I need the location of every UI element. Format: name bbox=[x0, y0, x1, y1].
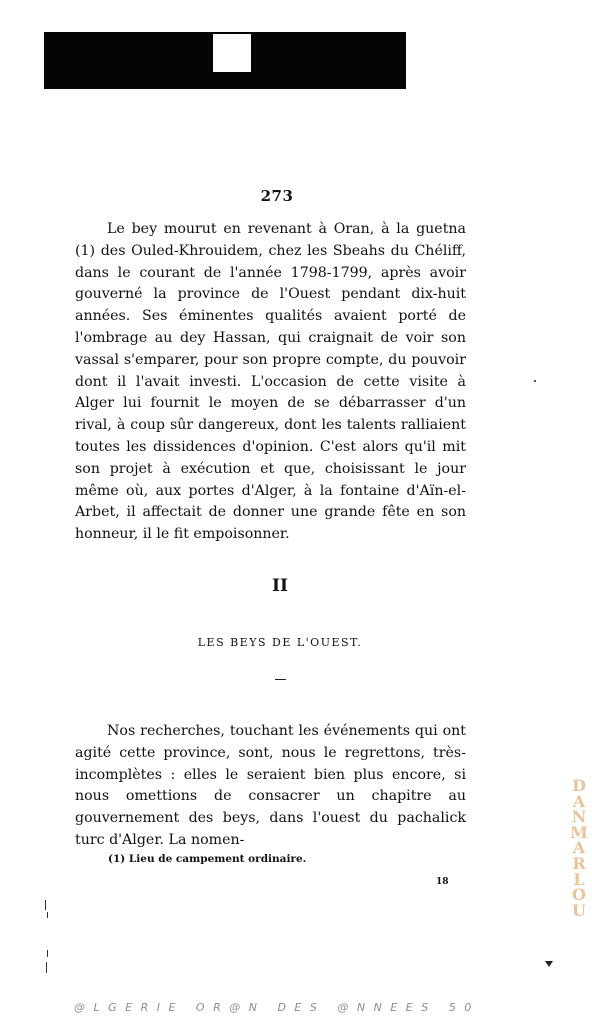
watermark-letter: U bbox=[572, 900, 586, 920]
footnote: (1) Lieu de campement ordinaire. bbox=[108, 853, 307, 865]
page-number: 273 bbox=[260, 187, 294, 205]
section-title: LES BEYS DE L'OUEST. bbox=[197, 636, 363, 649]
footer-watermark: @LGERIE OR@N DES @NNEES 50 bbox=[74, 1001, 480, 1014]
watermark-letter: L bbox=[573, 869, 585, 889]
paragraph-text: Le bey mourut en revenant à Oran, à la guetna (1) des Ouled-Khrouidem, chez les Sbeahs du Chéliff, dans le courant de l'année 1798-1799, après avoir gouverné la province de l'Ouest pendant dix-huit années. Ses éminentes qualités avaient porté de l'ombrage au dey Hassan, qui craignait de voir son vassal s'emparer, pour son propre compte, du pouvoir dont il l'avait investi. L'occasion de cette visite à Alger lui fournit le moyen de se débarrasser d'un rival, à coup sûr dangereux, dont les talents ralliaient toutes les dissidences d'opinion. C'est alors qu'il mit son projet à exécution et que, choisissant le jour même où, aux portes d'Alger, à la fontaine d'Aïn-el-Arbet, il affectait de donner une grande fête en son honneur, il le fit empoisonner. bbox=[75, 221, 466, 543]
watermark-letter: R bbox=[572, 853, 586, 873]
body-paragraph-2 bbox=[75, 721, 466, 852]
arrow-down-icon bbox=[545, 961, 553, 967]
section-dash-rule bbox=[275, 679, 286, 680]
paragraph-text: Nos recherches, touchant les événements qui ont agité cette province, sont, nous le regrettons, très-incomplètes : elles le seraient bien plus encore, si nous omettions de consacrer un chapitre au gouvernement des beys, dans l'ouest du pachalick turc d'Alger. La nomen- bbox=[75, 723, 466, 848]
scan-speck bbox=[534, 380, 536, 382]
watermark-letter: D bbox=[572, 776, 586, 795]
watermark-letter: O bbox=[572, 885, 586, 905]
watermark-letter: A bbox=[572, 838, 586, 858]
vertical-watermark bbox=[568, 778, 590, 918]
signature-mark: 18 bbox=[436, 877, 449, 887]
scan-mark bbox=[46, 962, 47, 973]
scan-mark bbox=[47, 912, 48, 918]
scan-mark bbox=[47, 950, 48, 957]
white-square-mark bbox=[213, 34, 251, 72]
watermark-letter: N bbox=[571, 807, 587, 827]
watermark-letter: M bbox=[570, 822, 588, 842]
scan-mark bbox=[45, 900, 46, 910]
body-paragraph-1 bbox=[75, 219, 466, 546]
watermark-letter: A bbox=[572, 791, 586, 811]
section-numeral: II bbox=[272, 576, 288, 596]
